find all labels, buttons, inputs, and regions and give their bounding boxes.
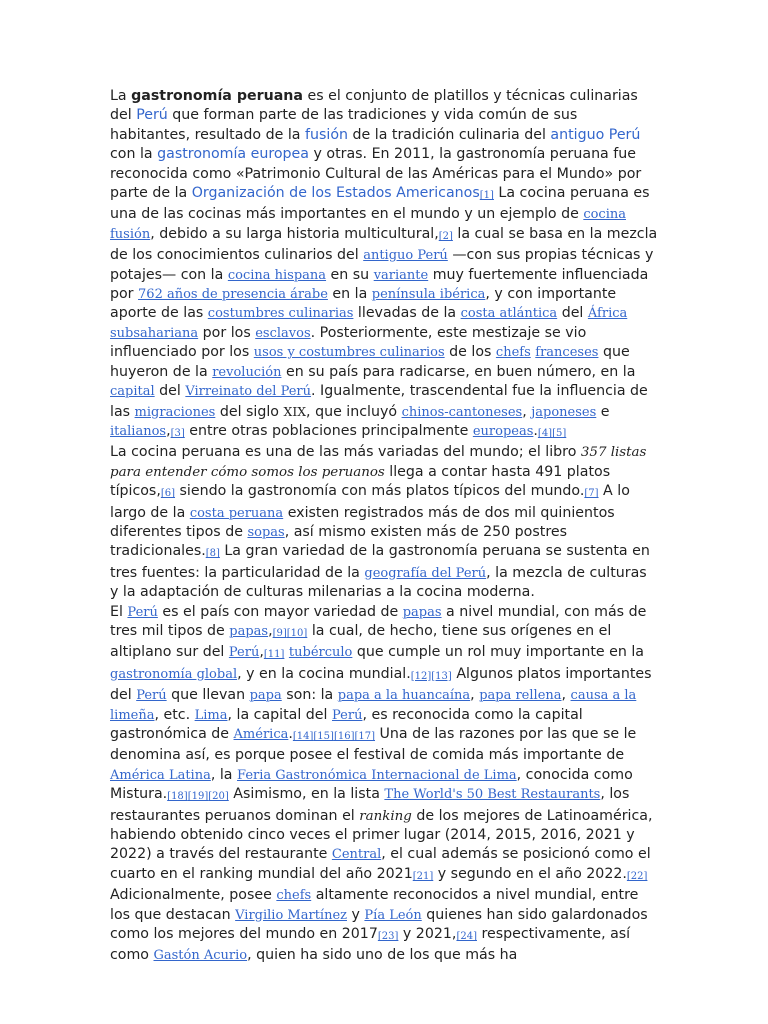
text-run: , que incluyó (306, 403, 402, 420)
article-link[interactable]: papa a la huancaína (337, 688, 471, 704)
text-run: a nivel mundial, con más de tres mil tipos de (110, 603, 647, 639)
text-run: A lo largo de la (110, 483, 630, 521)
paragraph (110, 87, 658, 443)
article-link[interactable]: Lima (194, 707, 228, 723)
article-link[interactable]: causa a la limeña (110, 688, 637, 723)
text-run: la cual, de hecho, tiene sus orígenes en el altiplano sur del (110, 622, 612, 661)
reference-link[interactable]: [5] (552, 427, 567, 439)
article-link[interactable]: chefs (276, 888, 312, 904)
article-link[interactable]: antiguo Perú (363, 248, 448, 264)
text-run: del (557, 305, 588, 322)
text-run: , (259, 644, 264, 661)
article-link[interactable]: península ibérica (371, 287, 486, 303)
text-run: quienes han sido galardonados como los mejores del mundo en 2017 (110, 906, 648, 943)
text-run: , los restaurantes peruanos dominan el (110, 786, 630, 824)
text-run: Algunos platos importantes del (110, 665, 652, 704)
article-link[interactable]: The World's 50 Best Restaurants (384, 787, 601, 803)
article-link[interactable]: costa atlántica (460, 306, 558, 322)
text-run: , conocida como Mistura. (110, 766, 633, 803)
text-run: que llevan (166, 687, 250, 704)
reference-link[interactable]: [20] (208, 791, 229, 803)
text-run: , así mismo existen más de 250 postres tradicionales. (110, 523, 567, 560)
reference-link[interactable]: [16] (333, 731, 355, 742)
article-link[interactable]: japoneses (531, 404, 597, 420)
reference-link[interactable]: [9] (272, 627, 287, 639)
text-run: y otras. En 2011, la gastronomía peruana fue reconocida como «Patrimonio Cultural de las Américas para el Mundo» por parte de la (110, 146, 642, 202)
text-run: de los mejores de Latinoamérica, habiendo obtenido cinco veces el primer lugar (2014, 2015, 2016, 2021 y 2022) a través del restaurante (110, 807, 653, 863)
reference-link[interactable]: [13] (431, 670, 452, 682)
article-link[interactable]: Perú (136, 107, 168, 124)
reference-link[interactable]: [4] (537, 427, 553, 439)
text-run: en su país para radicarse, en buen número, en la (281, 363, 636, 380)
reference-link[interactable]: [11] (263, 649, 285, 661)
reference-link[interactable]: [18] (167, 791, 188, 803)
text-run: y (347, 906, 365, 923)
text-run: , (166, 422, 171, 439)
bold-term: gastronomía peruana (131, 88, 303, 104)
text-run: , (268, 622, 273, 639)
text-run: La cocina peruana es una de las cocinas más importantes en el mundo y un ejemplo de (110, 185, 650, 223)
article-link[interactable]: costumbres culinarias (207, 306, 354, 322)
article-link[interactable]: Virreinato del Perú (185, 384, 312, 400)
reference-link[interactable]: [15] (313, 731, 334, 742)
text-run: llega a contar hasta 491 platos típicos, (110, 463, 611, 500)
text-run: , (522, 403, 532, 420)
article-link[interactable]: esclavos (255, 325, 311, 341)
text-run: , la mezcla de culturas y la adaptación de culturas milenarias a la cocina moderna. (110, 564, 647, 601)
article-link[interactable]: franceses (535, 345, 599, 361)
reference-link[interactable]: [8] (205, 548, 220, 560)
text-run: , la capital del (227, 706, 332, 723)
text-run: . Igualmente, trascendental fue la influencia de las (110, 383, 648, 420)
article-link[interactable]: italianos (110, 423, 167, 439)
text-run: es el conjunto de platillos y técnicas culinarias del (110, 88, 638, 124)
text-run: . (533, 422, 538, 439)
text-run: por los (198, 324, 256, 341)
reference-link[interactable]: [6] (160, 488, 176, 500)
article-link[interactable]: Virgilio Martínez (235, 907, 347, 923)
text-run: entre otras poblaciones principalmente (184, 422, 473, 439)
article-link[interactable]: 762 años de presencia árabe (138, 287, 328, 303)
article-link[interactable]: papas (229, 623, 269, 639)
article-link[interactable]: cocina hispana (227, 267, 327, 283)
reference-link[interactable]: [22] (626, 870, 648, 882)
article-link[interactable]: chefs (495, 345, 531, 361)
text-run: de la tradición culinaria del (348, 126, 551, 143)
italic-text: ranking (359, 808, 412, 824)
article-link[interactable]: geografía del Perú (364, 565, 487, 581)
article-link[interactable]: Central (331, 847, 382, 863)
text-run: e (596, 403, 610, 420)
article-link[interactable]: Pía León (364, 907, 422, 923)
text-run: es el país con mayor variedad de (157, 603, 403, 620)
article-link[interactable]: variante (373, 267, 429, 283)
paragraph (110, 603, 658, 966)
reference-link[interactable]: [12] (410, 670, 432, 682)
text-run: , y con importante aporte de las (110, 286, 617, 322)
article-link[interactable]: América Latina (110, 767, 211, 783)
text-run: , (561, 687, 571, 704)
text-run: de los (444, 344, 496, 361)
text-run: y segundo en el año 2022. (433, 865, 627, 882)
text-run: respectivamente, así como (110, 926, 631, 964)
text-run: La cocina peruana es una de las más variadas del mundo; el libro (110, 444, 581, 461)
reference-link[interactable]: [21] (412, 870, 434, 882)
reference-link[interactable]: [1] (479, 190, 494, 202)
text-run: Una de las razones por las que se le denomina así, es porque posee el festival de comida más importante de (110, 726, 637, 764)
article-link[interactable]: Perú (127, 604, 158, 620)
roman-numeral: XIX (283, 403, 307, 419)
text-run: —con sus propias técnicas y potajes— con la (110, 247, 654, 283)
article-link[interactable]: antiguo Perú (550, 126, 641, 143)
article-link[interactable]: Organización de los Estados Americanos (191, 185, 480, 202)
article-link[interactable]: sopas (247, 524, 285, 540)
text-run: , el cual además se posicionó como el cuarto en el ranking mundial del año 2021 (110, 846, 651, 882)
article-link[interactable]: gastronomía global (110, 666, 238, 682)
article-link[interactable]: fusión (305, 126, 349, 143)
text-run: altamente reconocidos a nivel mundial, entre los que destacan (110, 887, 639, 923)
article-link[interactable]: África subsahariana (110, 306, 628, 341)
text-run: , (470, 687, 480, 704)
reference-link[interactable]: [19] (187, 791, 209, 803)
article-link[interactable]: papas (402, 604, 442, 620)
text-run: la cual se basa en la mezcla de los conocimientos culinarios del (110, 225, 658, 264)
text-run: en la (327, 286, 372, 303)
text-run: Adicionalmente, posee (110, 887, 277, 904)
text-run: . Posteriormente, este mestizaje se vio influenciado por los (110, 324, 587, 361)
article-link[interactable]: tubérculo (288, 645, 353, 661)
article-link[interactable]: Gastón Acurio (153, 948, 248, 964)
article-link[interactable]: Perú (228, 645, 260, 661)
article-link[interactable]: revolución (212, 364, 282, 380)
text-run: El (110, 603, 128, 620)
text-run: , quien ha sido uno de los que más ha (247, 947, 518, 964)
text-run: llevadas de la (353, 305, 461, 322)
reference-link[interactable]: [24] (456, 931, 477, 943)
reference-link[interactable]: [2] (438, 230, 453, 242)
article-body (110, 87, 658, 966)
text-run: , es reconocida como la capital gastronómica de (110, 706, 583, 742)
text-run: siendo la gastronomía con más platos típicos del mundo. (175, 483, 585, 500)
text-run: muy fuertemente influenciada por (110, 266, 649, 303)
text-run: que huyeron de la (110, 344, 630, 380)
text-run: Asimismo, en la lista (228, 786, 385, 803)
text-run: con la (110, 146, 158, 163)
article-link[interactable]: América (233, 727, 289, 742)
reference-link[interactable]: [23] (377, 931, 399, 943)
text-run: del siglo (215, 403, 284, 420)
article-link[interactable]: costa peruana (189, 505, 284, 521)
article-link[interactable]: migraciones (134, 404, 216, 420)
text-run: , etc. (154, 706, 195, 723)
article-link[interactable]: Feria Gastronómica Internacional de Lima (237, 767, 517, 783)
article-link[interactable]: papa rellena (479, 688, 562, 704)
reference-link[interactable]: [3] (170, 427, 185, 439)
text-run: del (154, 383, 186, 400)
article-link[interactable]: papa (249, 688, 282, 704)
text-run: existen registrados más de dos mil quinientos diferentes tipos de (110, 504, 615, 540)
reference-link[interactable]: [17] (354, 731, 375, 742)
paragraph (110, 443, 658, 602)
article-link[interactable]: Perú (136, 688, 167, 704)
article-link[interactable]: gastronomía europea (157, 146, 309, 163)
article-link[interactable]: capital (110, 384, 155, 400)
article-link[interactable]: Perú (332, 707, 363, 723)
text-run: que cumple un rol muy importante en la (352, 644, 644, 661)
italic-text: 357 listas para entender cómo somos los peruanos (110, 445, 647, 480)
article-link[interactable]: usos y costumbres culinarios (253, 345, 445, 361)
text-run: , y en la cocina mundial. (237, 665, 411, 682)
article-link[interactable]: europeas (472, 423, 534, 439)
reference-link[interactable]: [7] (584, 488, 599, 500)
text-run: que forman parte de las tradiciones y vida común de sus habitantes, resultado de la (110, 107, 578, 143)
text-run: La (110, 88, 132, 104)
text-run: , debido a su larga historia multicultural, (150, 225, 439, 242)
article-link[interactable]: chinos-cantoneses (401, 404, 523, 420)
reference-link[interactable]: [14] (292, 731, 314, 742)
text-run: en su (326, 266, 374, 283)
text-run: . (288, 726, 293, 742)
text-run: son: la (281, 687, 338, 704)
text-run: y 2021, (398, 926, 457, 943)
text-run: , la (210, 766, 238, 783)
article-link[interactable]: cocina fusión (110, 207, 626, 242)
text-run: La gran variedad de la gastronomía peruana se sustenta en tres fuentes: la particularidad de la (110, 543, 650, 581)
reference-link[interactable]: [10] (286, 627, 308, 639)
